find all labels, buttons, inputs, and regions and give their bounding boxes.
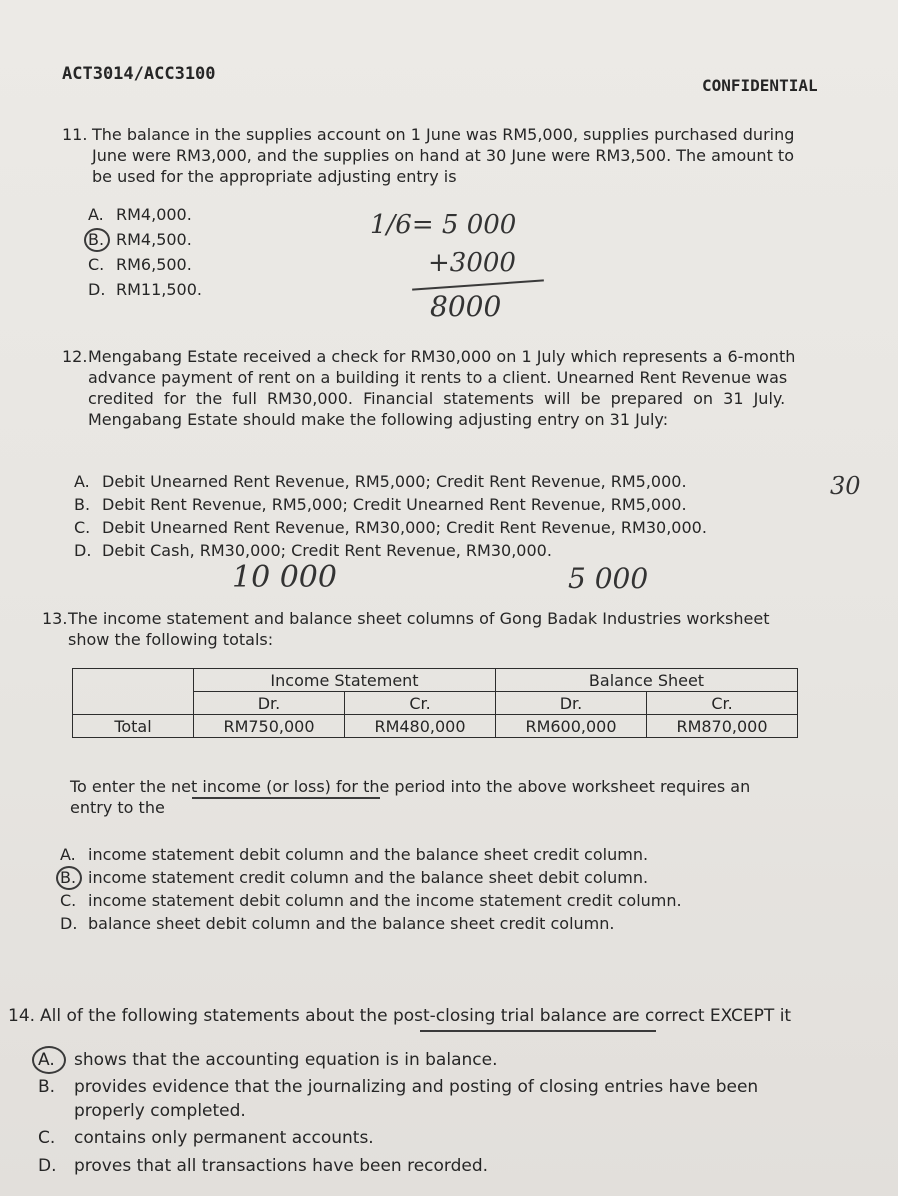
option-text: Debit Unearned Rent Revenue, RM30,000; Credit Rent Revenue, RM30,000. [102, 518, 707, 537]
stem-line: entry to the [70, 798, 165, 817]
table-row [73, 669, 798, 692]
option-letter: D. [88, 280, 106, 299]
worksheet-totals-table [72, 668, 798, 738]
option-text: balance sheet debit column and the balance sheet credit column. [88, 914, 615, 933]
stem-line: Mengabang Estate received a check for RM30,000 on 1 July which represents a 6-month [88, 347, 796, 366]
option-13d[interactable] [60, 914, 615, 933]
question-stem [92, 124, 794, 187]
option-12a[interactable] [74, 472, 687, 491]
option-14c[interactable] [38, 1128, 374, 1148]
option-letter: D. [38, 1156, 57, 1176]
table-row [73, 715, 798, 738]
pen-underline [192, 797, 380, 799]
option-14b-continued [74, 1101, 246, 1121]
option-text: provides evidence that the journalizing and posting of closing entries have been [74, 1077, 759, 1097]
option-text: income statement debit column and the income statement credit column. [88, 891, 682, 910]
question-stem [88, 346, 795, 430]
question-11 [62, 124, 862, 194]
table-cell [73, 669, 194, 715]
question-13 [42, 608, 882, 654]
question-number: 13. [42, 609, 68, 628]
table-cell: RM750,000 [194, 715, 345, 738]
group-header: Income Statement [194, 669, 496, 692]
stem-line: June were RM3,000, and the supplies on hand at 30 June were RM3,500. The amount to [92, 146, 794, 165]
question-stem: All of the following statements about the post-closing trial balance are correct EXCEPT it [40, 1006, 792, 1026]
option-letter: C. [74, 518, 91, 537]
option-14a[interactable] [38, 1050, 497, 1070]
option-text: Debit Rent Revenue, RM5,000; Credit Unearned Rent Revenue, RM5,000. [102, 495, 687, 514]
stem-line: The income statement and balance sheet columns of Gong Badak Industries worksheet [68, 609, 770, 628]
option-14d[interactable] [38, 1156, 488, 1176]
handwritten-note: 30 [830, 472, 861, 500]
option-text: Debit Cash, RM30,000; Credit Rent Revenue, RM30,000. [102, 541, 552, 560]
answer-circle [56, 866, 82, 890]
question-number: 14. [8, 1006, 36, 1026]
option-text: RM6,500. [116, 255, 192, 274]
option-text: shows that the accounting equation is in balance. [74, 1050, 498, 1070]
handwritten-note: 8000 [430, 290, 502, 323]
group-header: Balance Sheet [496, 669, 798, 692]
answer-circle [32, 1046, 66, 1074]
option-text: RM4,000. [116, 205, 192, 224]
row-label: Total [73, 715, 194, 738]
option-text: income statement credit column and the balance sheet debit column. [88, 868, 649, 887]
sub-header: Cr. [647, 692, 798, 715]
option-letter: D. [60, 914, 78, 933]
option-letter: A. [60, 845, 76, 864]
option-11c[interactable] [88, 255, 192, 274]
option-letter: A. [38, 1050, 55, 1070]
option-text: income statement debit column and the balance sheet credit column. [88, 845, 649, 864]
stem-line: Mengabang Estate should make the following adjusting entry on 31 July: [88, 410, 669, 429]
question-number: 11. [62, 125, 88, 144]
option-12d[interactable] [74, 541, 552, 560]
option-letter: C. [38, 1128, 56, 1148]
confidential-label: CONFIDENTIAL [702, 76, 818, 95]
stem-line: credited for the full RM30,000. Financial statements will be prepared on 31 July. [88, 389, 786, 408]
answer-circle [84, 228, 110, 252]
question-14 [8, 1006, 896, 1030]
stem-line: To enter the net income (or loss) for the period into the above worksheet requires an [70, 777, 751, 796]
option-text: Debit Unearned Rent Revenue, RM5,000; Credit Rent Revenue, RM5,000. [102, 472, 687, 491]
option-letter: B. [74, 495, 91, 514]
option-letter: B. [60, 868, 77, 887]
option-letter: B. [38, 1077, 56, 1097]
handwritten-sum-line [412, 279, 544, 290]
option-text: RM11,500. [116, 280, 202, 299]
option-14b[interactable] [38, 1077, 758, 1097]
handwritten-note: +3000 [428, 248, 516, 278]
option-13b[interactable] [60, 868, 648, 887]
table-cell: RM600,000 [496, 715, 647, 738]
sub-header: Dr. [194, 692, 345, 715]
handwritten-note: 10 000 [232, 560, 337, 595]
stem-line: be used for the appropriate adjusting entry is [92, 167, 457, 186]
option-letter: B. [88, 230, 105, 249]
option-13c[interactable] [60, 891, 682, 910]
option-letter: A. [88, 205, 104, 224]
option-12b[interactable] [74, 495, 687, 514]
table-cell: RM480,000 [345, 715, 496, 738]
option-text: proves that all transactions have been recorded. [74, 1156, 489, 1176]
course-code: ACT3014/ACC3100 [62, 64, 216, 84]
option-text: contains only permanent accounts. [74, 1128, 374, 1148]
option-11a[interactable] [88, 205, 192, 224]
question-stem [68, 608, 769, 650]
question-number: 12. [62, 347, 88, 366]
option-text: properly completed. [74, 1101, 246, 1121]
stem-line: show the following totals: [68, 630, 274, 649]
option-letter: C. [60, 891, 77, 910]
stem-line: The balance in the supplies account on 1 June was RM5,000, supplies purchased during [92, 125, 795, 144]
option-text: RM4,500. [116, 230, 192, 249]
stem-line: advance payment of rent on a building it rents to a client. Unearned Rent Revenue was [88, 368, 788, 387]
pen-underline [420, 1030, 656, 1032]
sub-header: Dr. [496, 692, 647, 715]
table-cell: RM870,000 [647, 715, 798, 738]
handwritten-note: 1/6= 5 000 [370, 210, 517, 240]
option-letter: A. [74, 472, 90, 491]
option-letter: D. [74, 541, 92, 560]
option-letter: C. [88, 255, 105, 274]
handwritten-note: 5 000 [568, 562, 649, 595]
option-12c[interactable] [74, 518, 707, 537]
question-12 [62, 346, 882, 438]
option-11d[interactable] [88, 280, 202, 299]
option-13a[interactable] [60, 845, 648, 864]
sub-header: Cr. [345, 692, 496, 715]
